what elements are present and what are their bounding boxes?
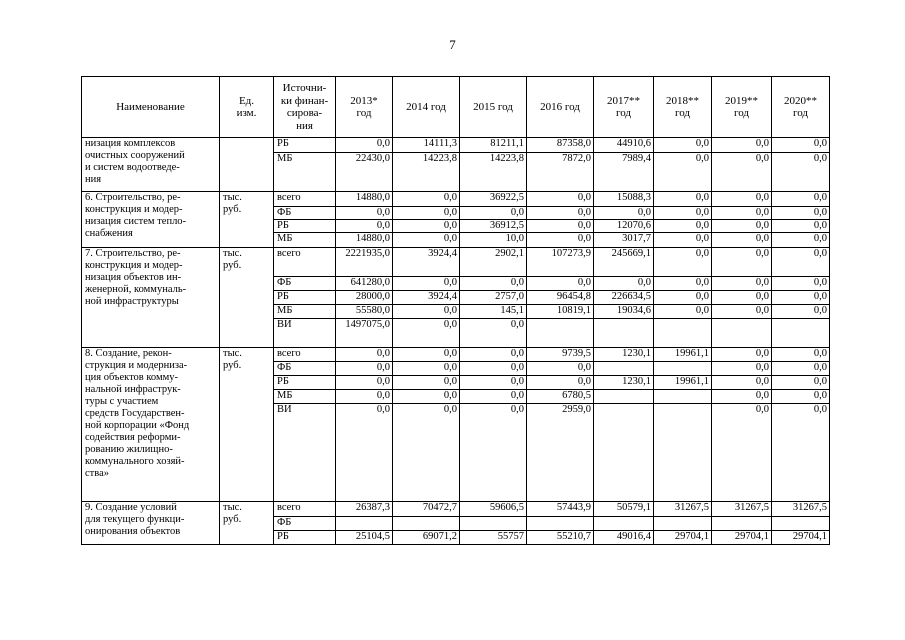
- row-value: 0,0: [654, 153, 712, 192]
- row-source: РБ: [274, 220, 336, 233]
- row-value: 1497075,0: [336, 319, 393, 348]
- row-value: 0,0: [336, 220, 393, 233]
- row-value: 0,0: [393, 305, 460, 319]
- row-value: 226634,5: [594, 291, 654, 305]
- row-value: 22430,0: [336, 153, 393, 192]
- row-value: [654, 517, 712, 531]
- row-name-line: рованию жилищно-: [85, 444, 173, 455]
- row-name-line: 6. Строительство, ре-: [85, 192, 181, 203]
- row-unit-line: тыс.: [223, 348, 242, 359]
- header-year-line: 2020**: [784, 94, 817, 107]
- row-value: 0,0: [594, 207, 654, 220]
- row-value: 0,0: [654, 192, 712, 207]
- row-value: 0,0: [654, 207, 712, 220]
- row-unit: [220, 192, 274, 248]
- row-value: 0,0: [772, 220, 830, 233]
- header-year-line: 2019**: [725, 94, 758, 107]
- row-unit-line: руб.: [223, 260, 242, 271]
- row-source: ФБ: [274, 517, 336, 531]
- row-value: 0,0: [527, 362, 594, 376]
- row-value: 50579,1: [594, 502, 654, 517]
- row-value: 14880,0: [336, 233, 393, 248]
- row-value: 0,0: [460, 319, 527, 348]
- row-value: 14223,8: [460, 153, 527, 192]
- row-source: ФБ: [274, 207, 336, 220]
- row-value: [527, 319, 594, 348]
- row-value: 0,0: [336, 376, 393, 390]
- header-unit-line: Ед.: [238, 94, 255, 107]
- row-value: 0,0: [772, 362, 830, 376]
- row-value: 0,0: [772, 404, 830, 502]
- row-unit-line: тыс.: [223, 192, 242, 203]
- row-value: 31267,5: [712, 502, 772, 517]
- row-value: 0,0: [460, 277, 527, 291]
- row-value: [594, 390, 654, 404]
- row-value: 0,0: [772, 192, 830, 207]
- row-value: 15088,3: [594, 192, 654, 207]
- row-value: 0,0: [336, 138, 393, 153]
- row-source: всего: [274, 502, 336, 517]
- row-value: 0,0: [393, 233, 460, 248]
- row-value: 0,0: [393, 362, 460, 376]
- row-source: всего: [274, 192, 336, 207]
- row-unit-line: тыс.: [223, 502, 242, 513]
- row-name-line: низация объектов ин-: [85, 272, 182, 283]
- row-value: 36922,5: [460, 192, 527, 207]
- row-value: 641280,0: [336, 277, 393, 291]
- row-value: 70472,7: [393, 502, 460, 517]
- header-year-line: 2018**: [666, 94, 699, 107]
- row-value: 0,0: [393, 277, 460, 291]
- header-unit: [220, 77, 274, 138]
- row-name: [82, 502, 220, 545]
- row-value: 44910,6: [594, 138, 654, 153]
- row-value: 0,0: [772, 291, 830, 305]
- row-value: 3924,4: [393, 291, 460, 305]
- row-name-line: ния: [85, 174, 102, 185]
- row-value: 0,0: [712, 277, 772, 291]
- row-value: 0,0: [527, 220, 594, 233]
- row-value: 0,0: [712, 291, 772, 305]
- row-value: 10819,1: [527, 305, 594, 319]
- row-value: 2902,1: [460, 248, 527, 277]
- row-value: 57443,9: [527, 502, 594, 517]
- row-value: 0,0: [772, 207, 830, 220]
- row-name-line: снабжения: [85, 228, 133, 239]
- row-unit-line: руб.: [223, 360, 242, 371]
- row-value: 145,1: [460, 305, 527, 319]
- row-source: всего: [274, 348, 336, 362]
- row-value: 0,0: [393, 348, 460, 362]
- row-value: 0,0: [772, 153, 830, 192]
- row-name-line: конструкция и модер-: [85, 204, 183, 215]
- row-value: 0,0: [654, 305, 712, 319]
- header-unit-line: изм.: [236, 107, 257, 119]
- row-value: 0,0: [772, 376, 830, 390]
- row-value: 0,0: [712, 220, 772, 233]
- row-value: 29704,1: [654, 531, 712, 545]
- row-value: 0,0: [460, 390, 527, 404]
- row-value: 29704,1: [712, 531, 772, 545]
- header-name: Наименование: [82, 77, 220, 138]
- row-name-line: конструкция и модер-: [85, 260, 183, 271]
- row-name-line: туры с участием: [85, 396, 159, 407]
- row-value: 29704,1: [772, 531, 830, 545]
- row-value: 0,0: [712, 153, 772, 192]
- header-year-line: год: [674, 107, 691, 119]
- row-name-line: низация комплексов: [85, 138, 176, 149]
- row-value: [594, 517, 654, 531]
- row-value: [654, 390, 712, 404]
- row-name-line: содействия реформи-: [85, 432, 181, 443]
- row-source: МБ: [274, 390, 336, 404]
- header-year-line: год: [792, 107, 809, 119]
- row-value: 31267,5: [772, 502, 830, 517]
- row-value: 0,0: [594, 277, 654, 291]
- row-value: 19961,1: [654, 348, 712, 362]
- row-name: [82, 192, 220, 248]
- row-value: 3924,4: [393, 248, 460, 277]
- row-name-line: ной корпорации «Фонд: [85, 420, 190, 431]
- row-value: 0,0: [772, 138, 830, 153]
- row-value: 0,0: [772, 390, 830, 404]
- header-source-line: ки финан-: [280, 94, 329, 107]
- row-name-line: коммунального хозяй-: [85, 456, 185, 467]
- row-name-line: онирования объектов: [85, 526, 181, 537]
- row-value: 0,0: [654, 233, 712, 248]
- row-value: 7872,0: [527, 153, 594, 192]
- row-unit: [220, 138, 274, 192]
- row-source: МБ: [274, 305, 336, 319]
- row-value: 0,0: [527, 277, 594, 291]
- header-year-line: год: [356, 107, 372, 119]
- header-source-line: сирова-: [286, 107, 323, 119]
- row-value: 55580,0: [336, 305, 393, 319]
- row-value: 2757,0: [460, 291, 527, 305]
- header-year-line: год: [733, 107, 750, 119]
- row-value: 0,0: [772, 305, 830, 319]
- row-value: 0,0: [712, 348, 772, 362]
- row-value: [772, 319, 830, 348]
- row-value: [594, 362, 654, 376]
- row-value: 28000,0: [336, 291, 393, 305]
- row-value: 0,0: [772, 248, 830, 277]
- row-value: 0,0: [393, 220, 460, 233]
- row-value: 0,0: [527, 207, 594, 220]
- row-value: 0,0: [460, 376, 527, 390]
- row-value: 0,0: [393, 192, 460, 207]
- row-source: ВИ: [274, 404, 336, 502]
- row-value: [527, 517, 594, 531]
- table-row: [82, 192, 830, 207]
- row-value: 0,0: [654, 291, 712, 305]
- table-row: [82, 348, 830, 362]
- row-name-line: струкция и модерниза-: [85, 360, 188, 371]
- row-value: 0,0: [527, 192, 594, 207]
- row-value: 0,0: [336, 390, 393, 404]
- header-row: [82, 77, 830, 138]
- row-value: 1230,1: [594, 376, 654, 390]
- header-source-line: ния: [296, 119, 313, 132]
- header-source: [274, 77, 336, 138]
- row-value: 0,0: [712, 305, 772, 319]
- row-value: 0,0: [460, 207, 527, 220]
- page-number: 7: [449, 37, 456, 52]
- row-value: 7989,4: [594, 153, 654, 192]
- row-value: 49016,4: [594, 531, 654, 545]
- header-year-2019: [712, 77, 772, 138]
- row-source: всего: [274, 248, 336, 277]
- row-value: 0,0: [712, 404, 772, 502]
- funding-table: [81, 76, 830, 545]
- row-value: 0,0: [712, 390, 772, 404]
- row-value: 14223,8: [393, 153, 460, 192]
- row-unit-line: руб.: [223, 204, 242, 215]
- row-value: 0,0: [654, 277, 712, 291]
- table-row: [82, 502, 830, 517]
- row-value: 26387,3: [336, 502, 393, 517]
- row-name: [82, 348, 220, 502]
- row-name-line: для текущего функци-: [85, 514, 185, 525]
- row-value: 0,0: [460, 404, 527, 502]
- row-source: РБ: [274, 138, 336, 153]
- row-source: ФБ: [274, 277, 336, 291]
- row-value: 87358,0: [527, 138, 594, 153]
- header-year-2017: [594, 77, 654, 138]
- row-value: 19961,1: [654, 376, 712, 390]
- row-unit-line: руб.: [223, 514, 242, 525]
- table-row: [82, 248, 830, 277]
- header-year-2013: [336, 77, 393, 138]
- row-value: 96454,8: [527, 291, 594, 305]
- row-value: 0,0: [772, 277, 830, 291]
- row-value: 12070,6: [594, 220, 654, 233]
- row-value: 0,0: [712, 207, 772, 220]
- row-value: [594, 404, 654, 502]
- row-value: 0,0: [654, 220, 712, 233]
- row-value: 0,0: [712, 192, 772, 207]
- row-value: 107273,9: [527, 248, 594, 277]
- row-unit: [220, 248, 274, 348]
- row-value: 55210,7: [527, 531, 594, 545]
- row-value: 0,0: [393, 207, 460, 220]
- row-value: 0,0: [712, 233, 772, 248]
- row-name-line: и систем водоотведе-: [85, 162, 180, 173]
- header-year-line: 2017**: [607, 94, 640, 107]
- row-value: [460, 517, 527, 531]
- row-value: 9739,5: [527, 348, 594, 362]
- row-value: [654, 319, 712, 348]
- row-name-line: низация систем тепло-: [85, 216, 187, 227]
- row-name-line: 9. Создание условий: [85, 502, 177, 513]
- row-source: ФБ: [274, 362, 336, 376]
- row-value: 0,0: [460, 348, 527, 362]
- row-unit-line: тыс.: [223, 248, 242, 259]
- row-value: 2221935,0: [336, 248, 393, 277]
- row-name-line: 7. Строительство, ре-: [85, 248, 181, 259]
- header-year-2018: [654, 77, 712, 138]
- row-unit: [220, 348, 274, 502]
- row-value: 3017,7: [594, 233, 654, 248]
- row-value: [654, 362, 712, 376]
- row-value: 0,0: [393, 404, 460, 502]
- row-name-line: женерной, коммуналь-: [85, 284, 187, 295]
- row-value: 0,0: [772, 233, 830, 248]
- row-value: 25104,5: [336, 531, 393, 545]
- row-value: [594, 319, 654, 348]
- row-name: [82, 138, 220, 192]
- row-source: ВИ: [274, 319, 336, 348]
- row-value: 245669,1: [594, 248, 654, 277]
- row-value: 0,0: [712, 376, 772, 390]
- row-value: [654, 404, 712, 502]
- row-value: 59606,5: [460, 502, 527, 517]
- header-year-line: год: [615, 107, 632, 119]
- row-value: 0,0: [527, 376, 594, 390]
- row-name-line: нальной инфраструк-: [85, 384, 181, 395]
- row-value: 0,0: [393, 390, 460, 404]
- row-value: 0,0: [654, 138, 712, 153]
- row-value: 0,0: [772, 348, 830, 362]
- row-value: [393, 517, 460, 531]
- header-year-line: 2013*: [350, 94, 378, 107]
- row-value: 0,0: [527, 233, 594, 248]
- row-value: [712, 517, 772, 531]
- row-value: 0,0: [712, 248, 772, 277]
- row-source: РБ: [274, 291, 336, 305]
- header-year-2014: 2014 год: [393, 77, 460, 138]
- header-source-line: Источни-: [282, 82, 327, 94]
- row-value: [712, 319, 772, 348]
- row-value: 19034,6: [594, 305, 654, 319]
- row-value: 14880,0: [336, 192, 393, 207]
- header-year-2016: 2016 год: [527, 77, 594, 138]
- table-row: [82, 138, 830, 153]
- row-value: 36912,5: [460, 220, 527, 233]
- row-name: [82, 248, 220, 348]
- row-name-line: очистных сооружений: [85, 150, 185, 161]
- row-value: 31267,5: [654, 502, 712, 517]
- row-value: 10,0: [460, 233, 527, 248]
- row-value: 0,0: [654, 248, 712, 277]
- row-value: 0,0: [393, 376, 460, 390]
- row-value: 55757: [460, 531, 527, 545]
- row-value: [336, 517, 393, 531]
- header-year-2020: [772, 77, 830, 138]
- row-value: 6780,5: [527, 390, 594, 404]
- row-value: 0,0: [336, 404, 393, 502]
- row-value: [772, 517, 830, 531]
- table-body: [82, 138, 830, 545]
- row-source: РБ: [274, 376, 336, 390]
- row-value: 0,0: [460, 362, 527, 376]
- row-value: 2959,0: [527, 404, 594, 502]
- row-source: РБ: [274, 531, 336, 545]
- row-name-line: ства»: [85, 468, 109, 479]
- row-name-line: средств Государствен-: [85, 408, 185, 419]
- row-value: 0,0: [336, 348, 393, 362]
- row-value: 1230,1: [594, 348, 654, 362]
- row-unit: [220, 502, 274, 545]
- header-year-2015: 2015 год: [460, 77, 527, 138]
- row-value: 0,0: [336, 207, 393, 220]
- row-value: 81211,1: [460, 138, 527, 153]
- row-value: 0,0: [336, 362, 393, 376]
- row-value: 0,0: [712, 138, 772, 153]
- row-name-line: 8. Создание, рекон-: [85, 348, 172, 359]
- row-name-line: ция объектов комму-: [85, 372, 179, 383]
- row-name-line: ной инфраструктуры: [85, 296, 179, 307]
- row-source: МБ: [274, 233, 336, 248]
- row-value: 0,0: [712, 362, 772, 376]
- row-value: 69071,2: [393, 531, 460, 545]
- row-source: МБ: [274, 153, 336, 192]
- row-value: 0,0: [393, 319, 460, 348]
- row-value: 14111,3: [393, 138, 460, 153]
